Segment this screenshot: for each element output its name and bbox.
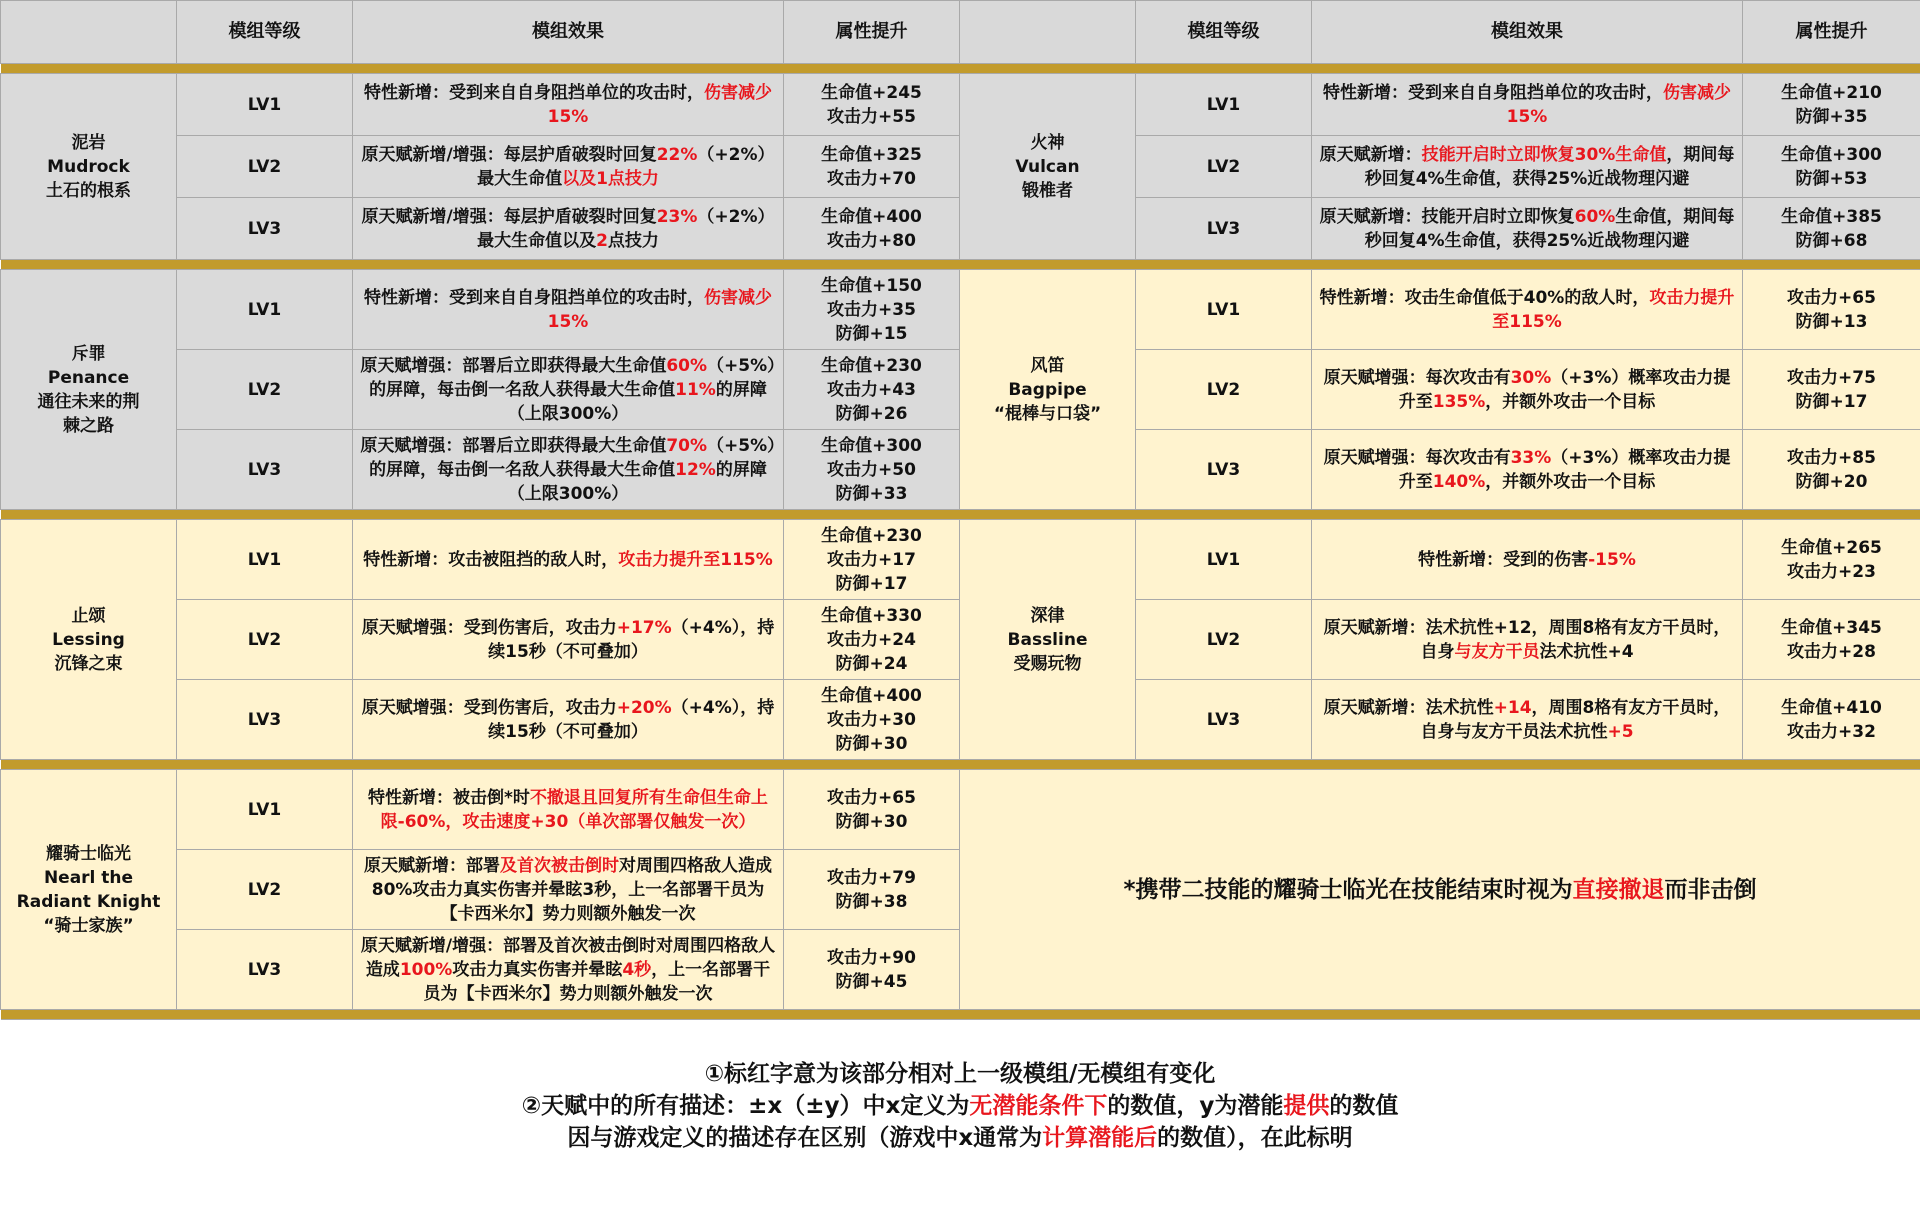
operator-name-cn: 止颂: [71, 605, 106, 626]
header-effect-right: 模组效果: [1312, 1, 1743, 64]
stat-line: 攻击力+24: [827, 629, 916, 650]
stat-line: 生命值+385: [1781, 206, 1882, 227]
highlight-text: 与友方干员: [1454, 641, 1540, 662]
operator-penance: [1, 270, 177, 510]
table-row: [1, 270, 1920, 350]
text-segment: （+5%）的屏障，每击倒一名敌人获得最大生命值: [369, 435, 776, 480]
text-segment: 原天赋新增：部署: [364, 855, 500, 876]
text-segment: 特性新增：攻击被阻挡的敌人时，: [363, 549, 619, 570]
stat-line: 攻击力+80: [827, 230, 916, 251]
stat-line: 防御+38: [835, 891, 908, 912]
level-cell: LV3: [1136, 198, 1312, 260]
highlight-text: +20%: [616, 697, 672, 718]
stats-cell: [1743, 680, 1920, 760]
text-segment: （+2%）最大生命值以及: [477, 206, 775, 251]
operator-name-cn: 火神: [1030, 132, 1065, 153]
text-segment: 原天赋新增/增强：每层护盾破裂时回复: [361, 144, 657, 165]
stat-line: 防御+68: [1795, 230, 1868, 251]
footnote-line: [0, 1090, 1920, 1122]
module-name: 通往未来的荆棘之路: [37, 391, 140, 436]
operator-name-cn: 泥岩: [71, 132, 106, 153]
highlight-text: 23%: [656, 206, 698, 227]
stat-line: 生命值+300: [1781, 144, 1882, 165]
stats-cell: [784, 136, 960, 198]
level-cell: LV1: [1136, 74, 1312, 136]
highlight-text: 无潜能条件下: [969, 1093, 1108, 1119]
text-segment: 原天赋增强：受到伤害后，攻击力: [361, 697, 617, 718]
stat-line: 生命值+230: [821, 525, 922, 546]
operator-vulcan: [960, 74, 1136, 260]
stat-line: 攻击力+85: [1787, 447, 1876, 468]
stat-line: 防御+20: [1795, 471, 1868, 492]
effect-cell: [353, 770, 784, 850]
text-segment: 特性新增：受到来自自身阻挡单位的攻击时，: [364, 287, 704, 308]
level-cell: LV3: [177, 680, 353, 760]
effect-cell: [1312, 270, 1743, 350]
stat-line: 防御+30: [835, 733, 908, 754]
header-stats-left: 属性提升: [784, 1, 960, 64]
operator-nearl: [1, 770, 177, 1010]
text-segment: 而非击倒: [1664, 876, 1757, 903]
module-name: 受赐玩物: [1013, 653, 1082, 674]
highlight-text: 伤害减少15%: [547, 287, 772, 332]
effect-cell: [353, 680, 784, 760]
stat-line: 攻击力+79: [827, 867, 916, 888]
level-cell: LV2: [1136, 136, 1312, 198]
highlight-text: 11%: [675, 379, 716, 400]
stats-cell: [784, 850, 960, 930]
effect-cell: [353, 600, 784, 680]
level-cell: LV2: [177, 850, 353, 930]
level-cell: LV1: [1136, 520, 1312, 600]
operator-name-en: Bassline: [1007, 629, 1088, 650]
stat-line: 生命值+300: [821, 435, 922, 456]
stat-line: 防御+17: [835, 573, 908, 594]
effect-cell: [353, 136, 784, 198]
text-segment: 原天赋新增/增强：每层护盾破裂时回复: [361, 206, 657, 227]
text-segment: 原天赋新增：: [1319, 144, 1422, 165]
highlight-text: 22%: [656, 144, 698, 165]
highlight-text: +17%: [616, 617, 672, 638]
text-segment: ②天赋中的所有描述：±x（±y）中x定义为: [521, 1093, 970, 1119]
effect-cell: [1312, 136, 1743, 198]
level-cell: LV3: [177, 198, 353, 260]
operator-name-cn: 耀骑士临光: [46, 843, 131, 864]
level-cell: LV1: [177, 270, 353, 350]
module-name: 土石的根系: [46, 180, 131, 201]
stat-line: 攻击力+28: [1787, 641, 1876, 662]
effect-cell: [1312, 74, 1743, 136]
text-segment: ，周围8格有友方干员时，自身与友方干员法术抗性: [1420, 697, 1731, 742]
effect-cell: [353, 350, 784, 430]
stat-line: 防御+33: [835, 483, 908, 504]
stats-cell: [1743, 198, 1920, 260]
stat-line: 防御+35: [1795, 106, 1868, 127]
effect-cell: [1312, 520, 1743, 600]
stat-line: 攻击力+70: [827, 168, 916, 189]
stat-line: 防御+24: [835, 653, 908, 674]
stats-cell: [784, 680, 960, 760]
highlight-text: 135%: [1432, 391, 1486, 412]
level-cell: LV3: [1136, 430, 1312, 510]
stats-cell: [784, 930, 960, 1010]
highlight-text: 100%: [399, 959, 453, 980]
footnote-line: [0, 1058, 1920, 1090]
effect-cell: [353, 520, 784, 600]
header-row: [1, 1, 1920, 64]
effect-cell: [353, 850, 784, 930]
footnotes: [0, 1058, 1920, 1154]
text-segment: （+4%），持续15秒（不可叠加）: [488, 697, 775, 742]
effect-cell: [1312, 430, 1743, 510]
stat-line: 攻击力+55: [827, 106, 916, 127]
stat-line: 防御+45: [835, 971, 908, 992]
stat-line: 攻击力+65: [827, 787, 916, 808]
table-row: [1, 74, 1920, 136]
text-segment: （+2%）最大生命值: [477, 144, 775, 189]
stats-cell: [784, 770, 960, 850]
text-segment: 特性新增：受到的伤害: [1418, 549, 1589, 570]
highlight-text: 计算潜能后: [1042, 1125, 1158, 1151]
highlight-text: -15%: [1588, 549, 1636, 570]
text-segment: 因与游戏定义的描述存在区别（游戏中x通常为: [567, 1125, 1043, 1151]
level-cell: LV2: [1136, 600, 1312, 680]
level-cell: LV1: [177, 74, 353, 136]
stat-line: 生命值+400: [821, 206, 922, 227]
operator-name-en: Penance: [47, 367, 130, 388]
text-segment: （+4%），持续15秒（不可叠加）: [488, 617, 775, 662]
operator-bassline: [960, 520, 1136, 760]
table-row: [1, 520, 1920, 600]
header-blank-right: [960, 1, 1136, 64]
module-name: 沉锋之束: [54, 653, 123, 674]
stat-line: 生命值+230: [821, 355, 922, 376]
text-segment: 特性新增：受到来自自身阻挡单位的攻击时，: [1323, 82, 1663, 103]
text-segment: ，期间每秒回复4%生命值，获得25%近战物理闪避: [1364, 144, 1735, 189]
text-segment: 原天赋新增/增强：部署及首次被击倒时对周围四格敌人造成: [360, 935, 776, 980]
operator-name-en: Lessing: [52, 629, 125, 650]
operator-name-en: Nearl the Radiant Knight: [16, 867, 161, 912]
text-segment: 原天赋新增：法术抗性+12，周围8格有友方干员时，自身: [1323, 617, 1731, 662]
text-segment: 原天赋增强：每次攻击有: [1323, 447, 1511, 468]
effect-cell: [1312, 680, 1743, 760]
highlight-text: 60%: [666, 355, 708, 376]
level-cell: LV1: [177, 520, 353, 600]
effect-cell: [1312, 198, 1743, 260]
text-segment: 特性新增：被击倒*时: [368, 787, 530, 808]
stat-line: 生命值+210: [1781, 82, 1882, 103]
text-segment: 的屏障（上限300%）: [507, 459, 767, 504]
footnote-line: [0, 1122, 1920, 1154]
text-segment: 的数值: [1329, 1093, 1399, 1119]
highlight-text: +14: [1493, 697, 1532, 718]
stats-cell: [1743, 74, 1920, 136]
stat-line: 防御+53: [1795, 168, 1868, 189]
stat-line: 攻击力+30: [827, 709, 916, 730]
operator-name-cn: 风笛: [1030, 355, 1065, 376]
stat-line: 生命值+410: [1781, 697, 1882, 718]
highlight-text: 直接撤退: [1572, 876, 1665, 903]
text-segment: ，并额外攻击一个目标: [1485, 471, 1656, 492]
text-segment: 的屏障（上限300%）: [507, 379, 767, 424]
stat-line: 生命值+400: [821, 685, 922, 706]
stats-cell: [1743, 350, 1920, 430]
effect-cell: [353, 74, 784, 136]
level-cell: LV2: [1136, 350, 1312, 430]
highlight-text: 33%: [1510, 447, 1552, 468]
stats-cell: [784, 270, 960, 350]
text-segment: 特性新增：攻击生命值低于40%的敌人时，: [1319, 287, 1650, 308]
text-segment: 原天赋增强：每次攻击有: [1323, 367, 1511, 388]
module-name: 锻椎者: [1022, 180, 1073, 201]
highlight-text: 12%: [675, 459, 716, 480]
stat-line: 防御+26: [835, 403, 908, 424]
text-segment: 生命值，期间每秒回复4%生命值，获得25%近战物理闪避: [1364, 206, 1735, 251]
stat-line: 攻击力+50: [827, 459, 916, 480]
stats-cell: [784, 520, 960, 600]
level-cell: LV2: [177, 350, 353, 430]
header-blank-left: [1, 1, 177, 64]
highlight-text: 以及1点技力: [562, 168, 659, 189]
text-segment: 攻击力真实伤害并晕眩: [452, 959, 623, 980]
stat-line: 攻击力+43: [827, 379, 916, 400]
stat-line: 生命值+265: [1781, 537, 1882, 558]
level-cell: LV2: [177, 600, 353, 680]
highlight-text: 70%: [666, 435, 708, 456]
stats-cell: [784, 198, 960, 260]
highlight-text: 攻击力提升至115%: [618, 549, 773, 570]
level-cell: LV1: [1136, 270, 1312, 350]
level-cell: LV2: [177, 136, 353, 198]
separator: [1, 260, 1920, 270]
stat-line: 攻击力+32: [1787, 721, 1876, 742]
stat-line: 防御+17: [1795, 391, 1868, 412]
stat-line: 生命值+330: [821, 605, 922, 626]
stat-line: 攻击力+17: [827, 549, 916, 570]
highlight-text: 攻击力提升至115%: [1492, 287, 1735, 332]
stats-cell: [784, 600, 960, 680]
stats-cell: [1743, 520, 1920, 600]
header-stats-right: 属性提升: [1743, 1, 1920, 64]
level-cell: LV3: [177, 930, 353, 1010]
stat-line: 攻击力+90: [827, 947, 916, 968]
highlight-text: 2: [596, 230, 608, 251]
operator-mudrock: [1, 74, 177, 260]
highlight-text: +5: [1607, 721, 1634, 742]
header-level-right: 模组等级: [1136, 1, 1312, 64]
text-segment: 法术抗性+4: [1539, 641, 1634, 662]
module-name: “骑士家族”: [43, 915, 134, 936]
stat-line: 攻击力+65: [1787, 287, 1876, 308]
level-cell: LV3: [177, 430, 353, 510]
operator-bagpipe: [960, 270, 1136, 510]
highlight-text: 4秒: [622, 959, 652, 980]
separator: [1, 1010, 1920, 1020]
highlight-text: 技能开启时立即恢复30%生命值: [1421, 144, 1667, 165]
stat-line: 攻击力+23: [1787, 561, 1876, 582]
separator: [1, 64, 1920, 74]
stat-line: 攻击力+75: [1787, 367, 1876, 388]
highlight-text: 伤害减少15%: [1506, 82, 1731, 127]
level-cell: LV1: [177, 770, 353, 850]
stat-line: 攻击力+35: [827, 299, 916, 320]
text-segment: 原天赋新增：技能开启时立即恢复: [1319, 206, 1575, 227]
effect-cell: [1312, 350, 1743, 430]
text-segment: 特性新增：受到来自自身阻挡单位的攻击时，: [364, 82, 704, 103]
text-segment: （+5%）的屏障，每击倒一名敌人获得最大生命值: [369, 355, 776, 400]
text-segment: *携带二技能的耀骑士临光在技能结束时视为: [1123, 876, 1573, 903]
highlight-text: 不撤退且回复所有生命但生命上限-60%，攻击速度+30（单次部署仅触发一次）: [380, 787, 768, 832]
stats-cell: [784, 430, 960, 510]
text-segment: ①标红字意为该部分相对上一级模组/无模组有变化: [704, 1061, 1216, 1087]
text-segment: ，上一名部署干员为【卡西米尔】势力则额外触发一次: [423, 959, 771, 1004]
stats-cell: [1743, 600, 1920, 680]
header-level-left: 模组等级: [177, 1, 353, 64]
text-segment: ，并额外攻击一个目标: [1485, 391, 1656, 412]
text-segment: 原天赋增强：部署后立即获得最大生命值: [360, 435, 667, 456]
text-segment: （+3%）概率攻击力提升至: [1398, 447, 1731, 492]
stat-line: 生命值+345: [1781, 617, 1882, 638]
operator-name-en: Mudrock: [47, 156, 130, 177]
stats-cell: [784, 74, 960, 136]
stat-line: 生命值+245: [821, 82, 922, 103]
highlight-text: 及首次被击倒时: [500, 855, 619, 876]
separator: [1, 760, 1920, 770]
stats-cell: [784, 350, 960, 430]
effect-cell: [353, 430, 784, 510]
effect-cell: [353, 270, 784, 350]
stat-line: 防御+13: [1795, 311, 1868, 332]
highlight-text: 伤害减少15%: [547, 82, 772, 127]
text-segment: 点技力: [607, 230, 659, 251]
text-segment: 的数值），在此标明: [1157, 1125, 1353, 1151]
table-row: [1, 770, 1920, 850]
level-cell: LV3: [1136, 680, 1312, 760]
text-segment: 原天赋增强：受到伤害后，攻击力: [361, 617, 617, 638]
text-segment: 原天赋新增：法术抗性: [1323, 697, 1494, 718]
operator-name-cn: 深律: [1030, 605, 1065, 626]
operator-name-cn: 斥罪: [71, 343, 106, 364]
text-segment: 的数值，y为潜能: [1107, 1093, 1284, 1119]
effect-cell: [353, 198, 784, 260]
text-segment: 原天赋增强：部署后立即获得最大生命值: [360, 355, 667, 376]
highlight-text: 140%: [1432, 471, 1486, 492]
effect-cell: [353, 930, 784, 1010]
operator-name-en: Bagpipe: [1008, 379, 1087, 400]
highlight-text: 提供: [1283, 1093, 1330, 1119]
stat-line: 防御+30: [835, 811, 908, 832]
stat-line: 防御+15: [835, 323, 908, 344]
module-name: “棍棒与口袋”: [993, 403, 1102, 424]
highlight-text: 60%: [1574, 206, 1616, 227]
highlight-text: 30%: [1510, 367, 1552, 388]
stat-line: 生命值+150: [821, 275, 922, 296]
stats-cell: [1743, 430, 1920, 510]
text-segment: 对周围四格敌人造成80%攻击力真实伤害并晕眩3秒，上一名部署干员为【卡西米尔】势力则额外触发一次: [371, 855, 772, 924]
stat-line: 生命值+325: [821, 144, 922, 165]
operator-name-en: Vulcan: [1015, 156, 1080, 177]
header-effect-left: 模组效果: [353, 1, 784, 64]
stats-cell: [1743, 136, 1920, 198]
effect-cell: [1312, 600, 1743, 680]
stats-cell: [1743, 270, 1920, 350]
nearl-note: [960, 770, 1920, 1010]
operator-lessing: [1, 520, 177, 760]
text-segment: （+3%）概率攻击力提升至: [1398, 367, 1731, 412]
separator: [1, 510, 1920, 520]
